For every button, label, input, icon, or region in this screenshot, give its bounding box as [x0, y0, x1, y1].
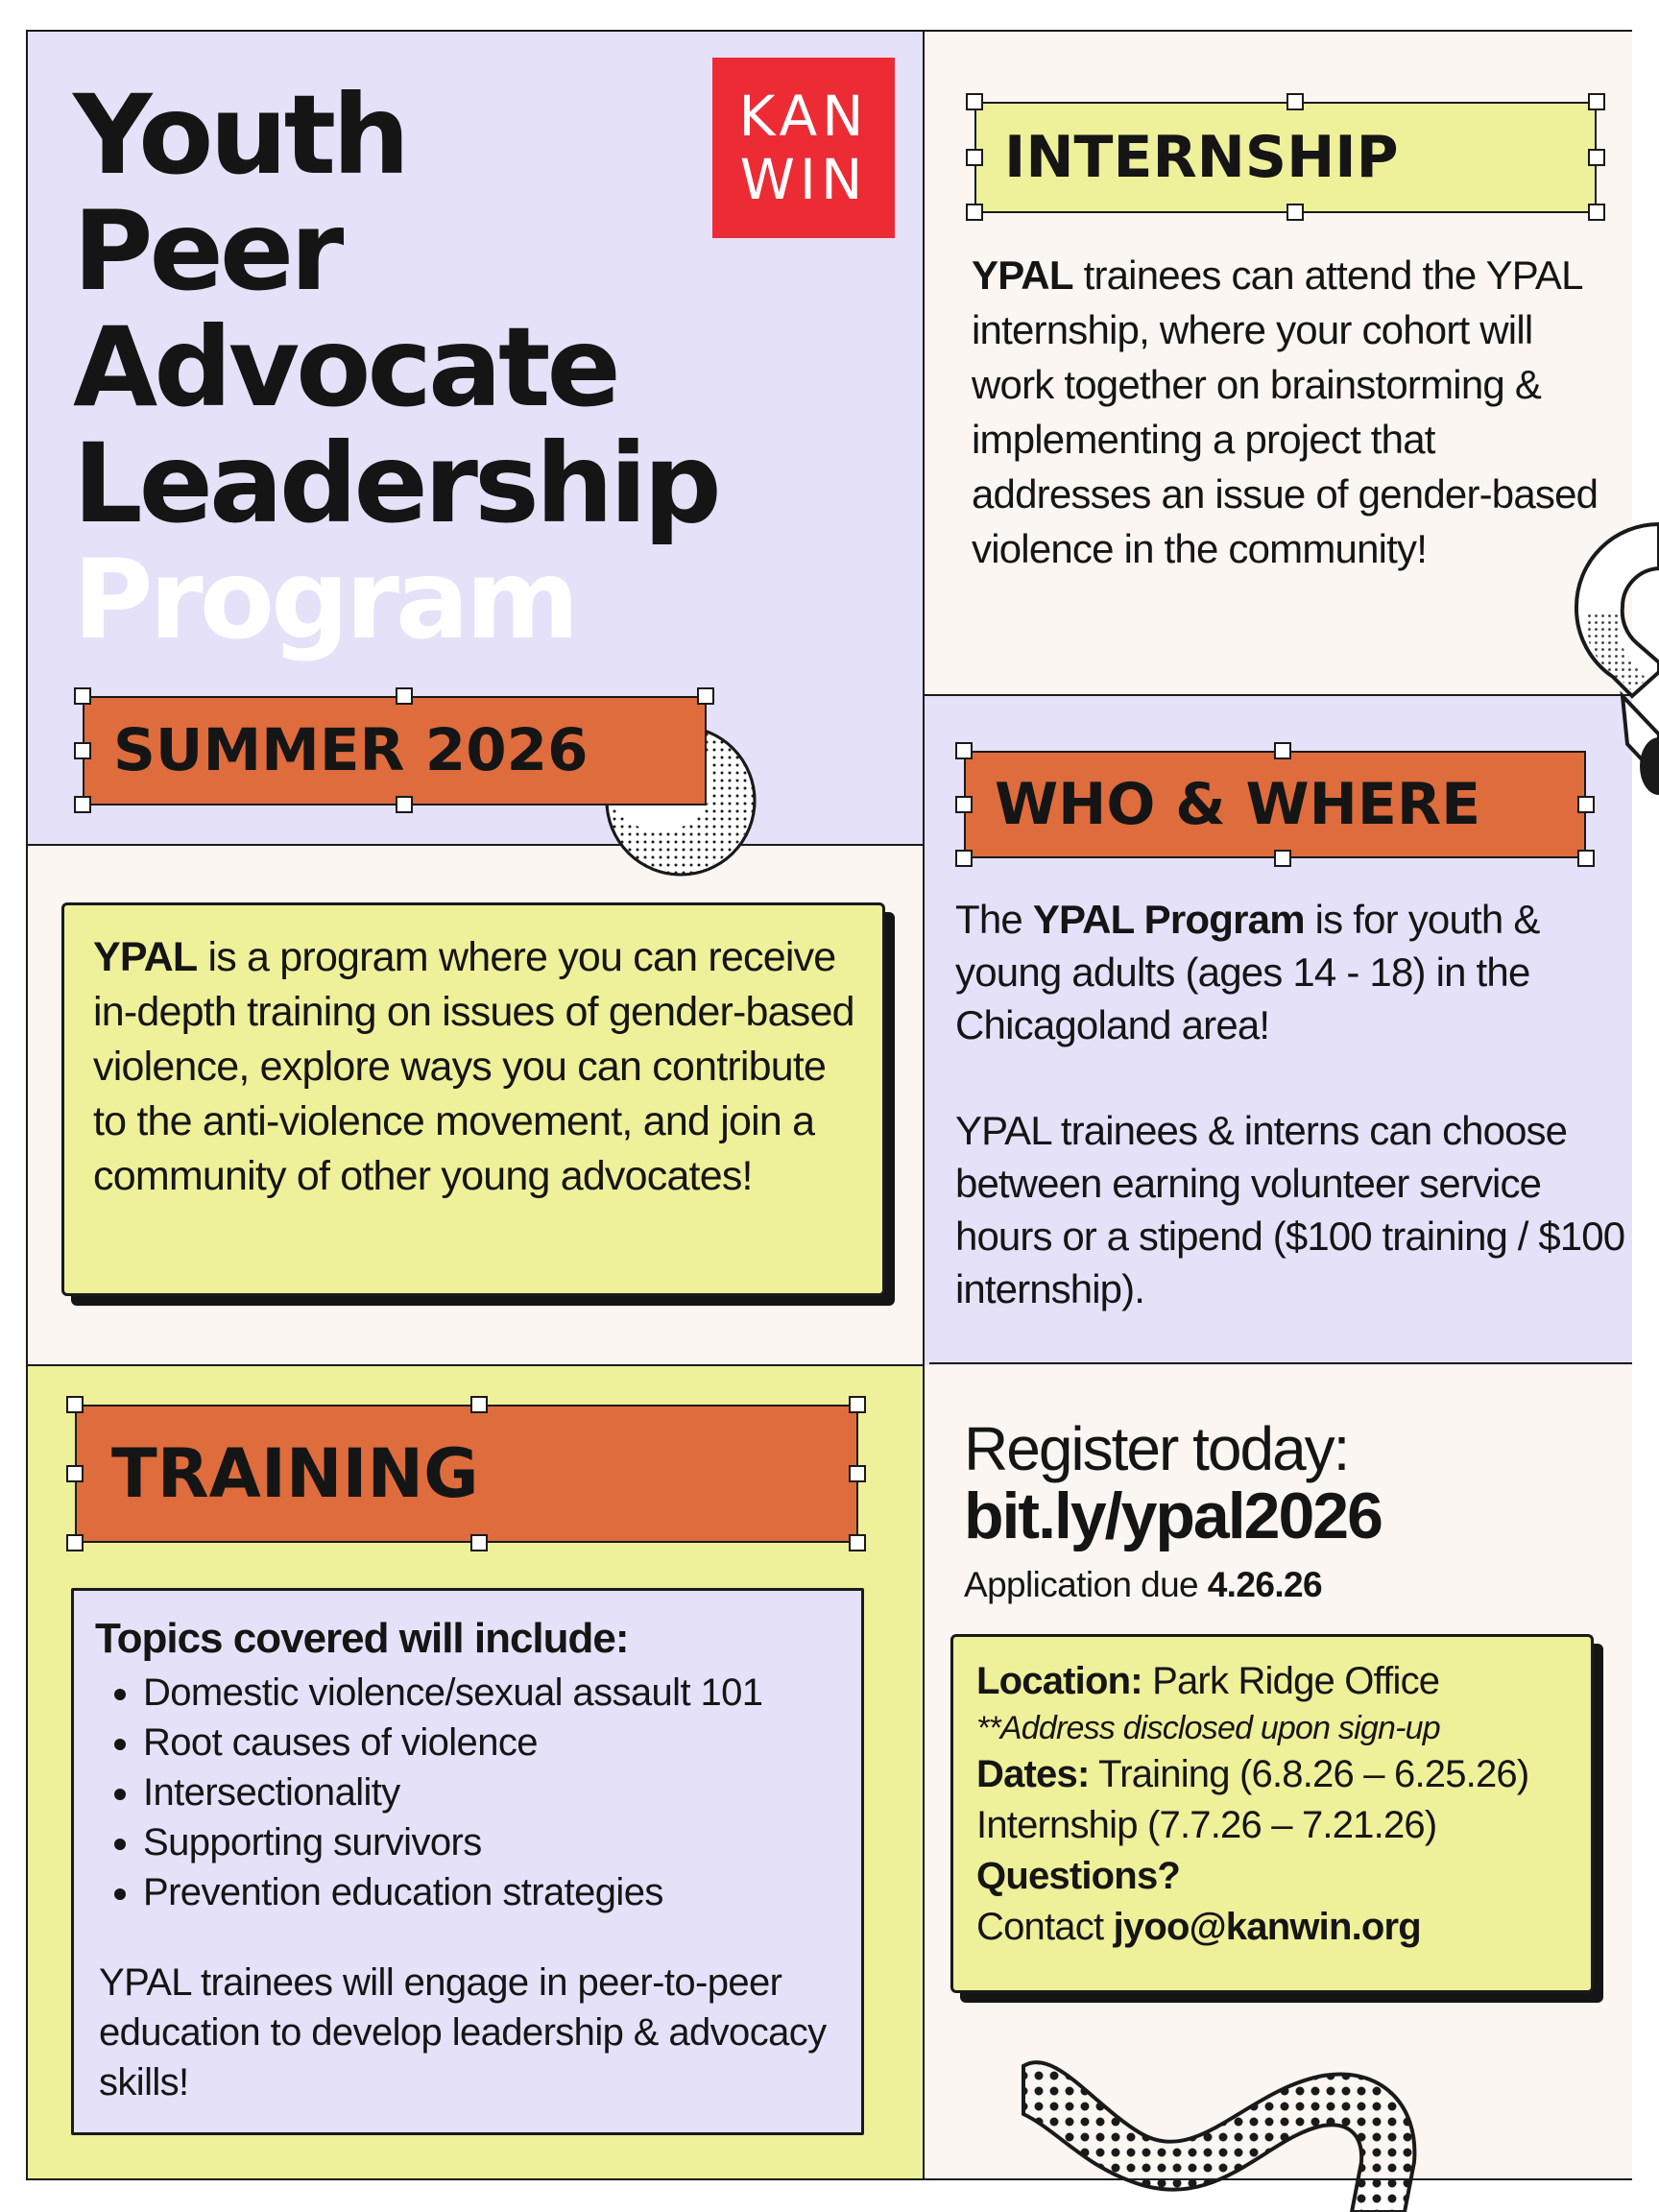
frame-top — [27, 30, 1632, 32]
training-handle — [849, 1465, 866, 1482]
dates-line — [976, 1749, 1591, 1800]
training-heading: TRAINING — [111, 1434, 479, 1513]
divider-left-1 — [27, 844, 924, 846]
internship-text — [972, 248, 1605, 576]
internship-handle — [1286, 204, 1304, 221]
training-handle — [66, 1396, 84, 1413]
decorative-squiggle-shape — [1016, 2037, 1457, 2212]
register-link[interactable]: bit.ly/ypal2026 — [964, 1479, 1382, 1552]
who-where-handle — [1577, 796, 1595, 813]
title-line-2: Peer — [73, 187, 341, 315]
who-where-heading: WHO & WHERE — [995, 771, 1481, 838]
who-where-handle — [1577, 850, 1595, 867]
frame-left — [26, 30, 28, 2180]
dates-label: Dates: — [976, 1753, 1090, 1795]
internship-heading: INTERNSHIP — [1004, 124, 1399, 191]
season-handle — [74, 742, 91, 759]
season-label: SUMMER 2026 — [113, 716, 589, 784]
title-line-4: Leadership — [73, 420, 718, 547]
contact-line — [976, 1902, 1591, 1953]
intro-lead: YPAL — [93, 934, 198, 980]
application-due-date: 4.26.26 — [1207, 1565, 1322, 1604]
intro-card — [61, 902, 885, 1296]
dates-internship: Internship (7.7.26 – 7.21.26) — [976, 1804, 1437, 1846]
intro-text — [93, 930, 861, 1204]
who-where-handle — [955, 796, 973, 813]
internship-handle — [966, 149, 983, 166]
kanwin-logo — [712, 58, 895, 238]
topic-item: • Prevention education strategies — [143, 1867, 911, 1917]
training-handle — [470, 1534, 488, 1551]
training-handle — [66, 1465, 84, 1482]
intro-body: is a program where you can receive in-depth training on issues of gender-based violence, explore ways you can contribute to the anti-violence movement, and join a community of other young advocates! — [93, 934, 854, 1199]
topics-card — [71, 1588, 864, 2135]
register-heading: Register today: — [964, 1414, 1349, 1483]
internship-handle — [966, 93, 983, 110]
topics-list — [74, 1668, 911, 1917]
topic-item: • Intersectionality — [143, 1767, 911, 1817]
training-closing: YPAL trainees will engage in peer-to-peer education to develop leadership & advocacy skills! — [99, 1961, 827, 2104]
who-where-p1-bold: YPAL Program — [1032, 897, 1305, 942]
training-handle — [849, 1396, 866, 1413]
details-text — [976, 1656, 1591, 1953]
contact-email[interactable]: jyoo@kanwin.org — [1113, 1906, 1421, 1948]
who-where-p1-post: is for youth & young adults (ages 14 - 18) in the Chicagoland area! — [955, 897, 1540, 1047]
who-where-handle — [1274, 850, 1291, 867]
logo-line-2: WIN — [739, 147, 868, 212]
title-line-5: Program — [73, 536, 576, 663]
internship-handle — [1588, 204, 1605, 221]
who-where-handle — [955, 742, 973, 759]
topic-item: • Supporting survivors — [143, 1817, 911, 1867]
address-note: **Address disclosed upon sign-up — [976, 1710, 1440, 1746]
who-where-handle — [1274, 742, 1291, 759]
divider-right-2 — [929, 1362, 1632, 1364]
training-handle — [470, 1396, 488, 1413]
internship-lead: YPAL — [972, 252, 1073, 298]
location-line — [976, 1656, 1591, 1707]
who-where-p1-pre: The — [955, 897, 1033, 942]
dates-training: Training (6.8.26 – 6.25.26) — [1089, 1753, 1529, 1795]
internship-handle — [1588, 149, 1605, 166]
who-where-paragraph-2: YPAL trainees & interns can choose between earning volunteer service hours or a stipend ($100 training / $100 internship). — [955, 1108, 1625, 1311]
internship-body: trainees can attend the YPAL internship, where your cohort will work together on brainstorming & implementing a project that addresses an issue of gender-based violence in the community! — [972, 252, 1599, 571]
application-due-label: Application due — [964, 1565, 1208, 1604]
internship-handle — [1588, 93, 1605, 110]
season-handle — [396, 687, 413, 705]
divider-vertical — [923, 31, 925, 2179]
contact-label: Contact — [976, 1906, 1114, 1948]
training-handle — [66, 1534, 84, 1551]
season-handle — [74, 796, 91, 813]
logo-line-1: KAN — [738, 84, 869, 149]
season-handle — [396, 796, 413, 813]
title-line-3: Advocate — [73, 303, 617, 431]
application-due — [964, 1563, 1322, 1607]
season-handle — [697, 687, 714, 705]
divider-left-2 — [27, 1364, 924, 1366]
topic-item: • Domestic violence/sexual assault 101 — [143, 1668, 911, 1718]
page-title — [73, 71, 718, 663]
topics-title: Topics covered will include: — [95, 1615, 629, 1662]
location-value: Park Ridge Office — [1142, 1660, 1440, 1702]
internship-handle — [1286, 93, 1304, 110]
topic-item: • Root causes of violence — [143, 1718, 911, 1767]
who-where-paragraph-1 — [955, 893, 1618, 1051]
training-handle — [849, 1534, 866, 1551]
season-handle — [74, 687, 91, 705]
who-where-handle — [955, 850, 973, 867]
title-line-1: Youth — [73, 71, 407, 199]
internship-handle — [966, 204, 983, 221]
questions-label: Questions? — [976, 1855, 1181, 1897]
details-card — [950, 1634, 1594, 1993]
location-label: Location: — [976, 1660, 1142, 1702]
